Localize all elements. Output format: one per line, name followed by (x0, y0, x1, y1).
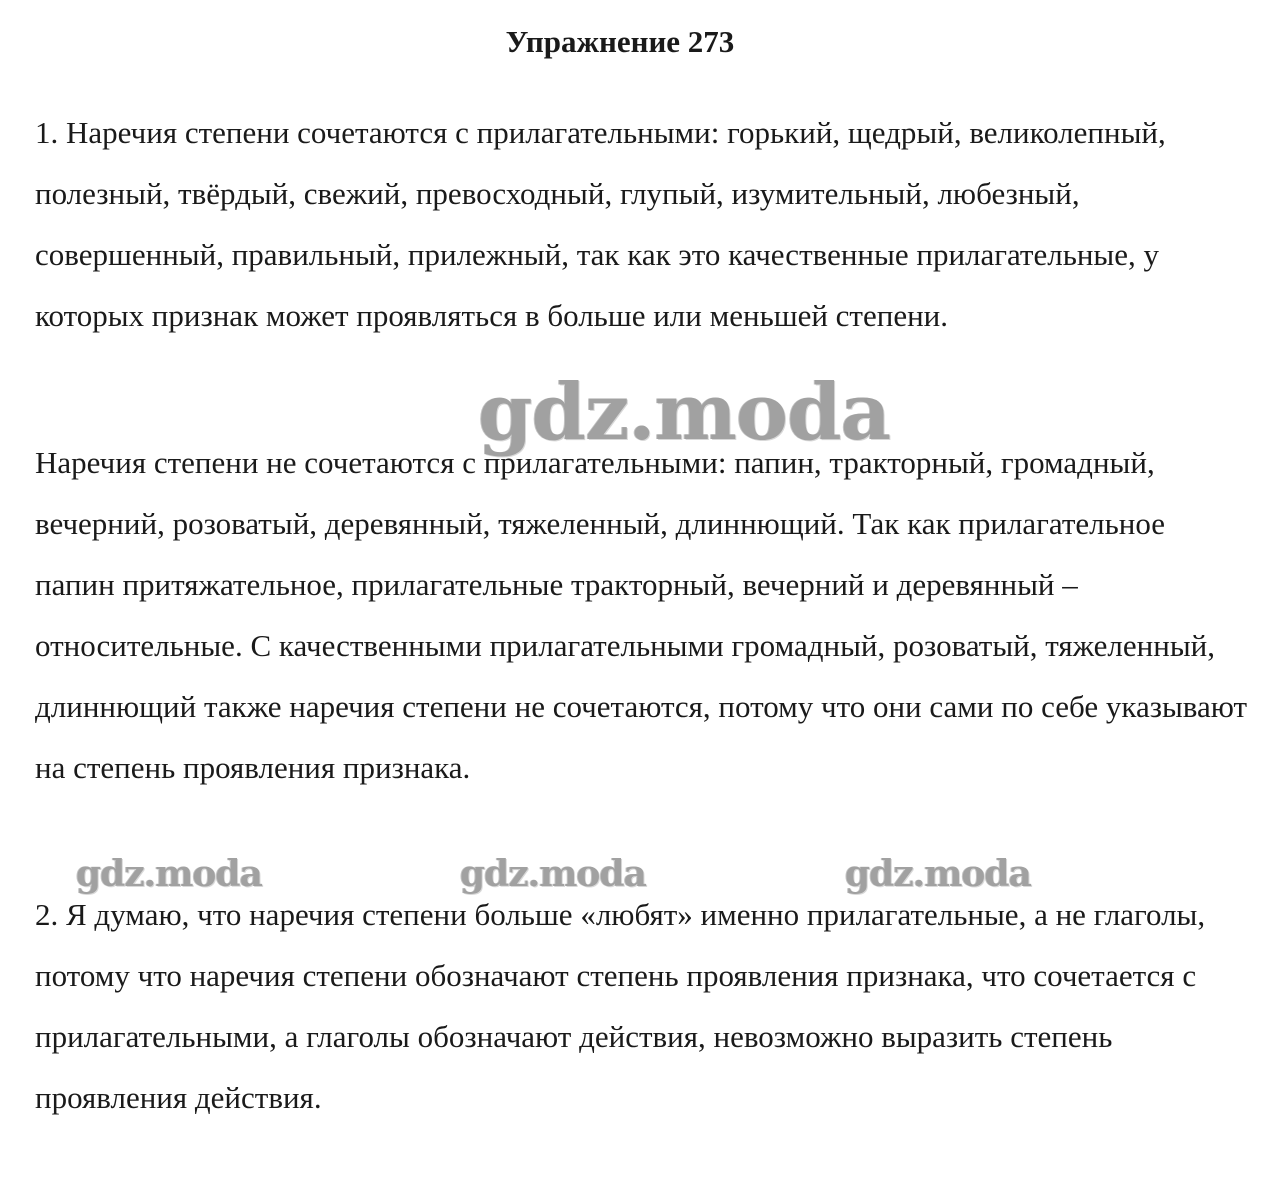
watermark-logo: gdz.moda (460, 853, 646, 895)
watermark-logo: gdz.moda (845, 853, 1031, 895)
answer-paragraph-2: Наречия степени не сочетаются с прилагательными: папин, тракторный, громадный, вечерний, розоватый, деревянный, тяжеленный, длиннющий. Так как прилагательное папин притяжательное, прилагательные тракторный, вечерний и деревянный – относительные. С качественными прилагательными громадный, розоватый, тяжеленный, длиннющий также наречия степени не сочетаются, потому что они сами по себе указывают на степень проявления признака. (35, 445, 1248, 785)
answer-paragraph-3: 2. Я думаю, что наречия степени больше «любят» именно прилагательные, а не глаголы, потому что наречия степени обозначают степень проявления признака, что сочетается с прилагательными, а глаголы обозначают действия, невозможно выразить степень проявления действия. (35, 897, 1206, 1115)
answer-paragraph-1: 1. Наречия степени сочетаются с прилагательными: горький, щедрый, великолепный, полезный, твёрдый, свежий, превосходный, глупый, изумительный, любезный, совершенный, правильный, прилежный, так как это качественные прилагательные, у которых признак может проявляться в больше или меньшей степени. (35, 115, 1166, 333)
watermark-logo: gdz.moda (478, 367, 891, 458)
watermark-logo: gdz.moda (76, 853, 262, 895)
exercise-title: Упражнение 273 (505, 24, 735, 59)
